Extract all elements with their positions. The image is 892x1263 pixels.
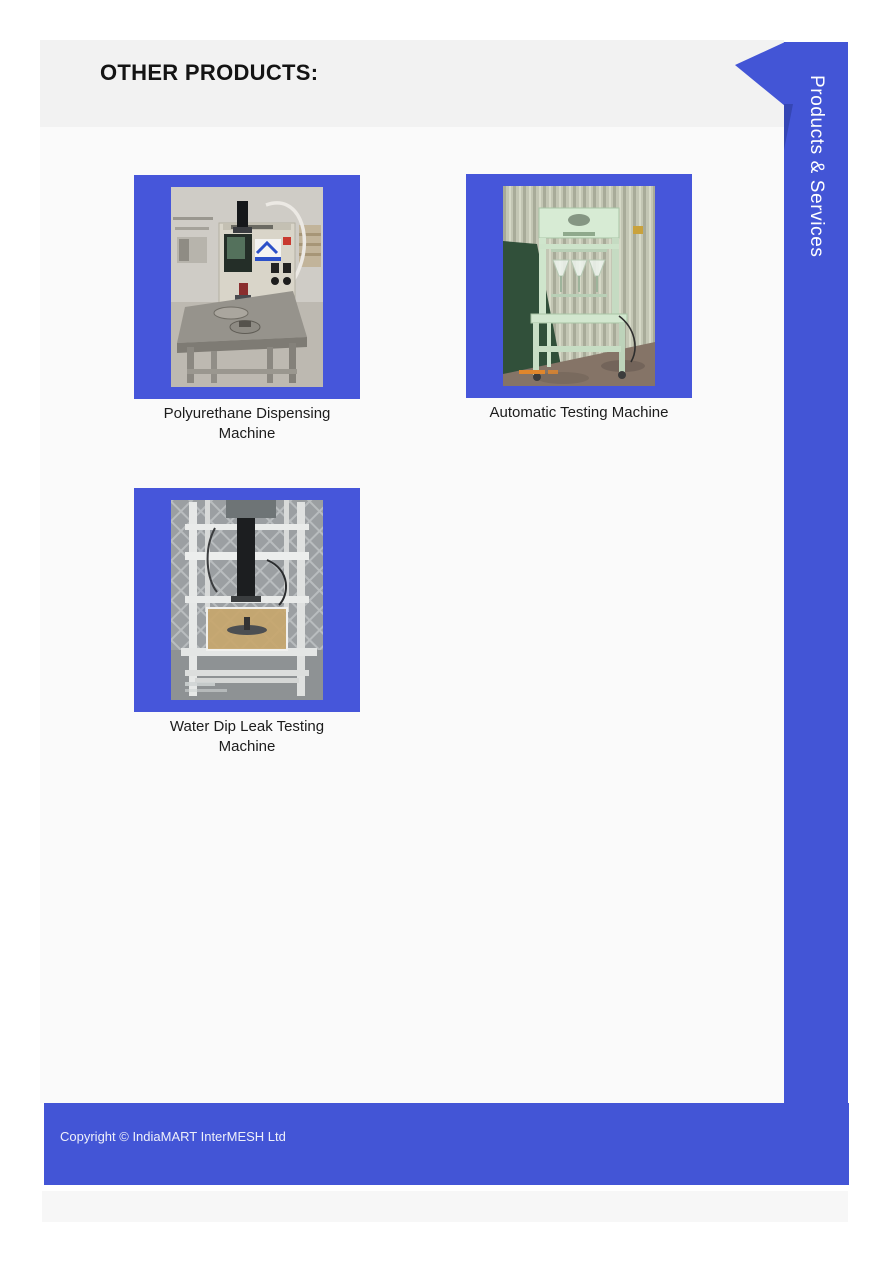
page-title: OTHER PRODUCTS: (100, 60, 319, 85)
products-services-tab[interactable] (784, 42, 848, 1103)
header-band (40, 40, 784, 127)
copyright-text: Copyright © IndiaMART InterMESH Ltd (60, 1129, 286, 1144)
water-dip-leak-testing-machine-photo (171, 500, 323, 700)
bottom-strip (42, 1191, 848, 1222)
automatic-testing-machine-photo (503, 186, 655, 386)
product-name: Polyurethane Dispensing Machine (163, 405, 331, 442)
polyurethane-dispensing-machine-photo (171, 187, 323, 387)
footer (44, 1103, 849, 1185)
product-card-water-dip-leak-testing-machine[interactable] (134, 488, 360, 755)
product-name: Water Dip Leak Testing Machine (169, 718, 325, 755)
product-card-automatic-testing-machine[interactable] (466, 174, 692, 421)
products-services-tab-label: Products & Services (806, 75, 827, 258)
product-card-polyurethane-dispensing-machine[interactable] (134, 175, 360, 442)
product-name: Automatic Testing Machine (489, 404, 669, 421)
